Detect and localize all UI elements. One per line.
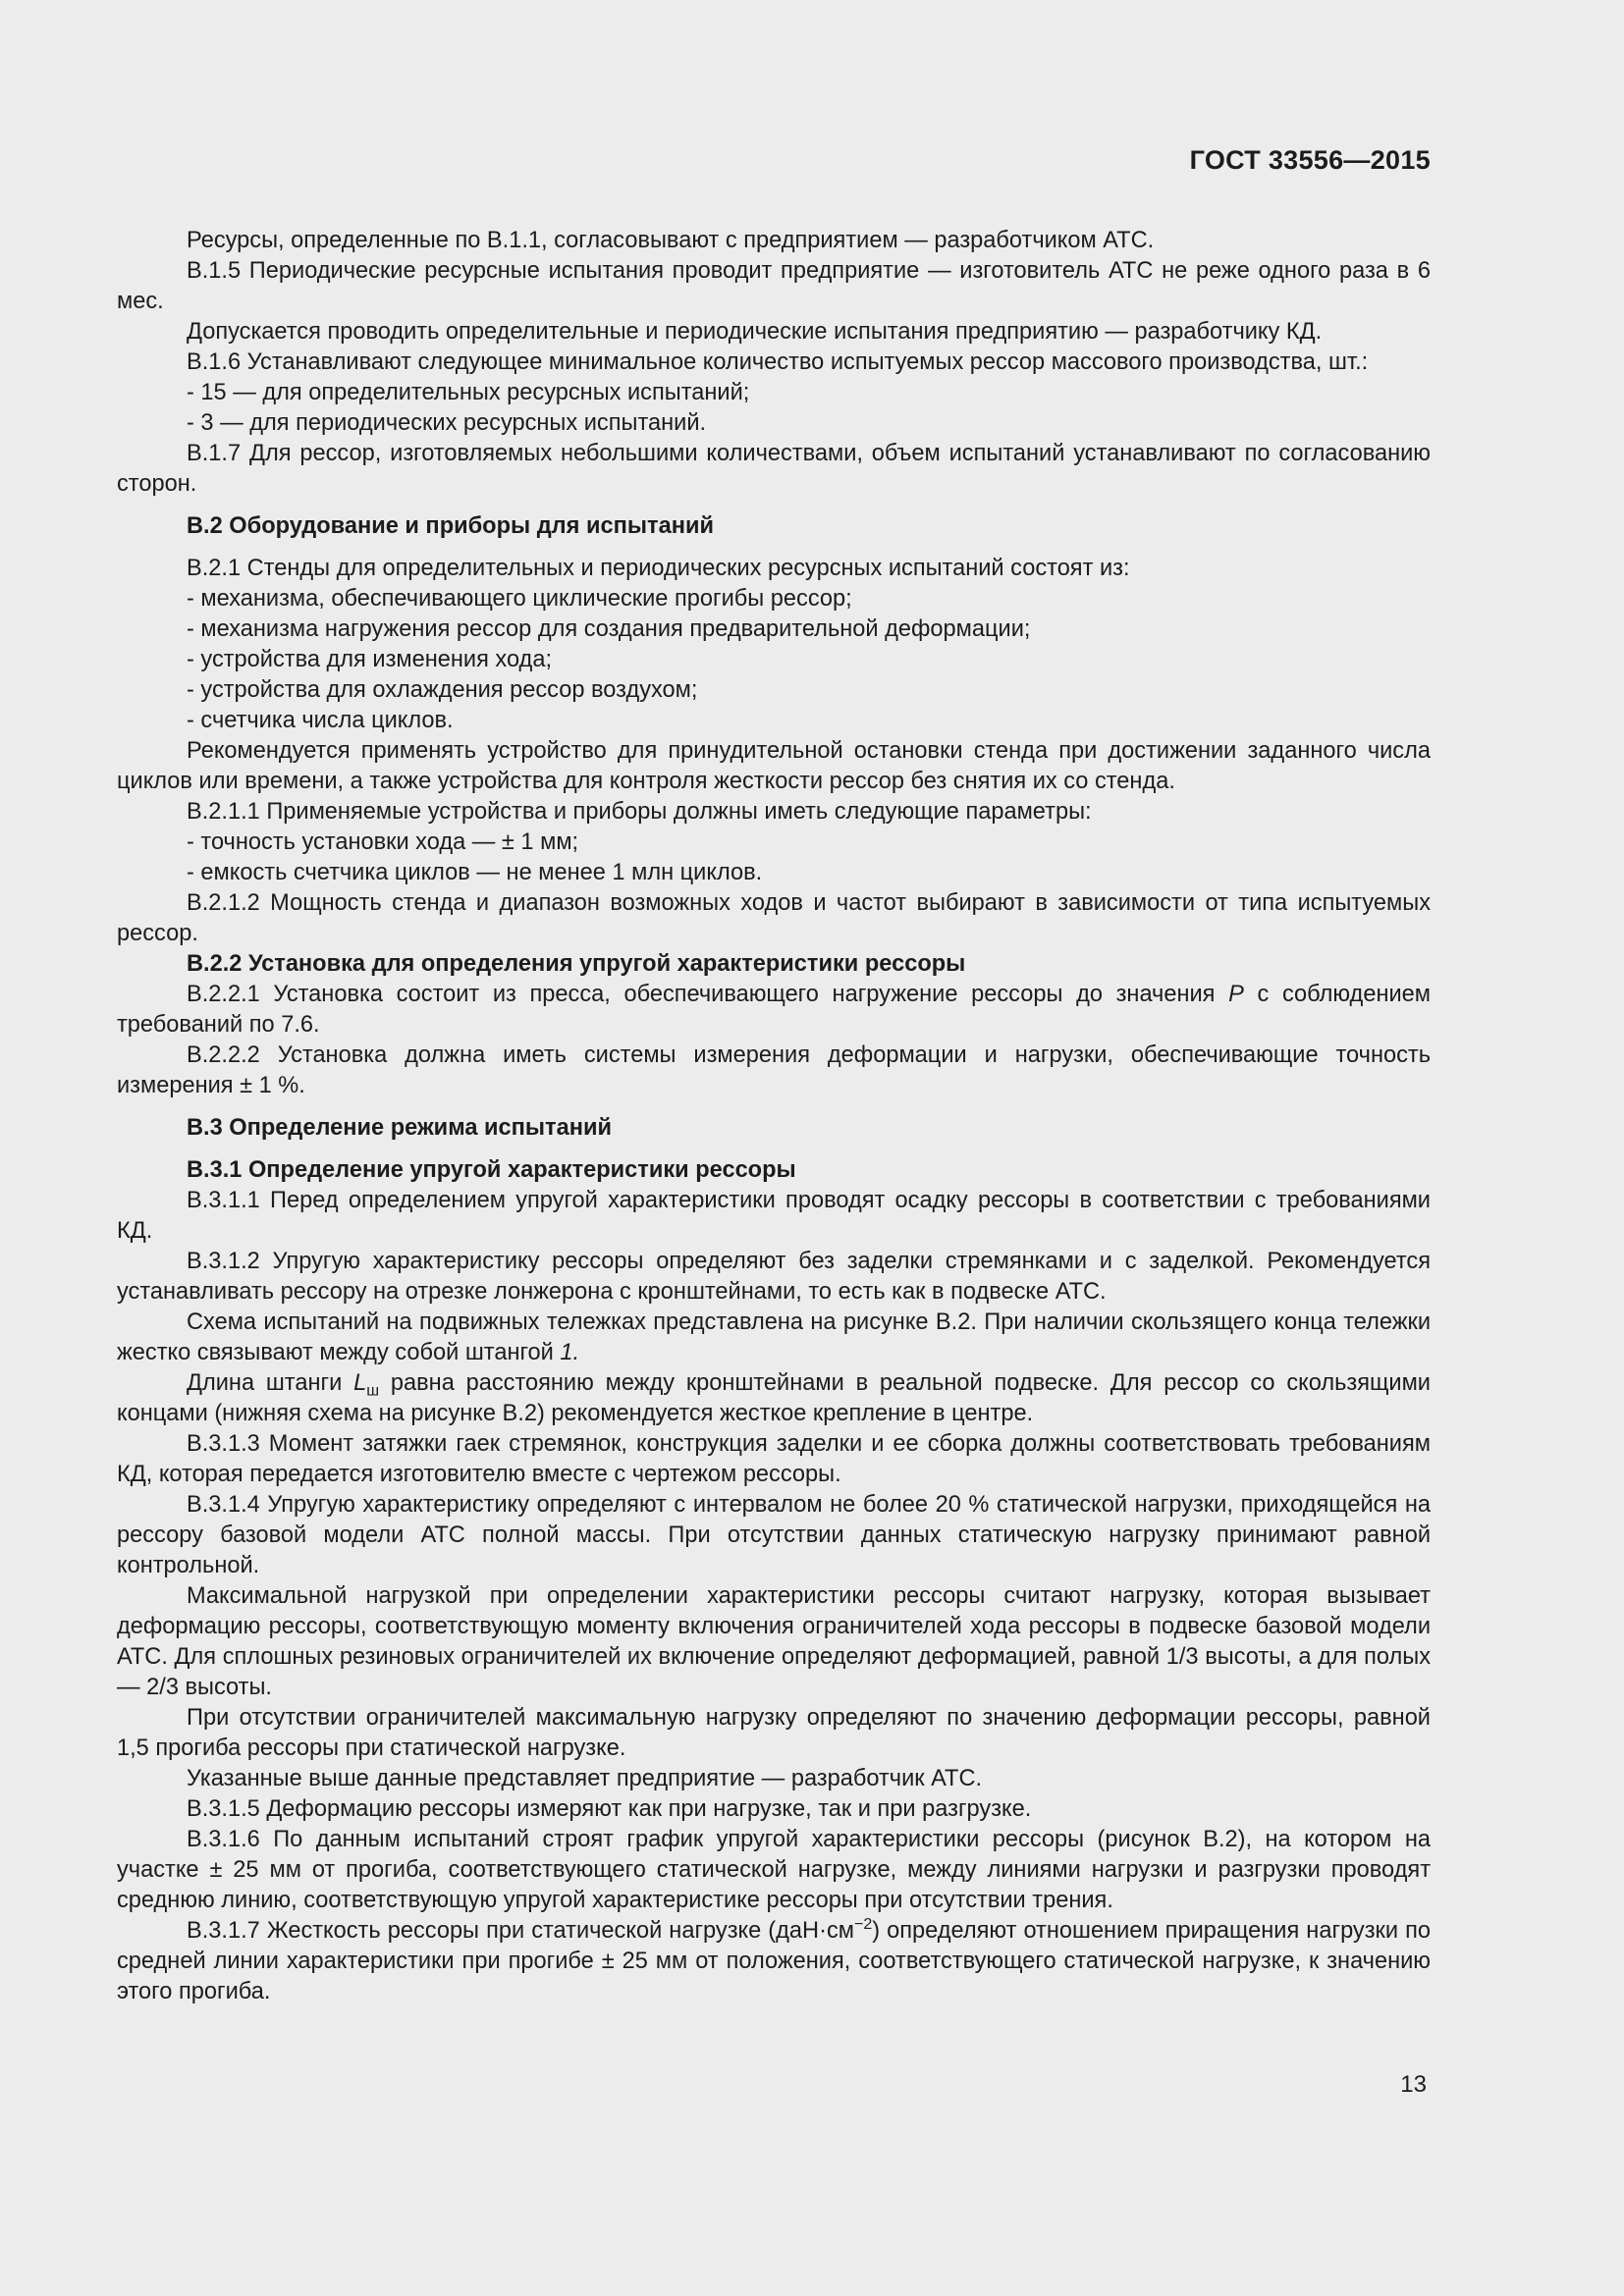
paragraph: В.2.1.1 Применяемые устройства и приборы должны иметь следующие параметры: (187, 799, 1092, 825)
superscript: −2 (853, 1916, 873, 1934)
text-run: В.2.2.1 Установка состоит из пресса, обеспечивающего нагружение рессоры до значения (187, 982, 1216, 1007)
paragraph: Рекомендуется применять устройство для принудительной остановки стенда при достижении заданного числа циклов или времени, а также устройства для контроля жесткости рессор без снятия их со стенда. (117, 738, 1431, 794)
list-item: - точность установки хода — ± 1 мм; (187, 829, 579, 855)
subsection-heading: В.3.1 Определение упругой характеристики рессоры (187, 1157, 796, 1183)
paragraph (117, 1368, 1431, 1429)
text-run: равна расстоянию между кронштейнами в реальной подвеске. Для рессор со скользящими концами (нижняя схема на рисунке В.2) рекомендуется жесткое крепление в центре. (117, 1370, 1431, 1426)
paragraph (117, 1308, 1431, 1368)
paragraph: В.3.1.4 Упругую характеристику определяют с интервалом не более 20 % статической нагрузки, приходящейся на рессору базовой модели АТС полной массы. При отсутствии данных статическую нагрузку принимают равной контрольной. (117, 1492, 1431, 1578)
list-item: - устройства для охлаждения рессор воздухом; (187, 677, 698, 703)
section-heading: В.3 Определение режима испытаний (187, 1115, 612, 1141)
paragraph: В.3.1.3 Момент затяжки гаек стремянок, конструкция заделки и ее сборка должны соответствовать требованиям КД, которая передается изготовителю вместе с чертежом рессоры. (117, 1431, 1431, 1487)
italic-symbol: P (1228, 982, 1244, 1007)
paragraph: В.1.6 Устанавливают следующее минимальное количество испытуемых рессор массового производства, шт.: (187, 349, 1369, 375)
subsection-heading: В.2.2 Установка для определения упругой характеристики рессоры (187, 951, 966, 977)
paragraph: Ресурсы, определенные по В.1.1, согласовывают с предприятием — разработчиком АТС. (187, 228, 1155, 253)
list-item: - 3 — для периодических ресурсных испытаний. (187, 410, 707, 436)
paragraph: В.2.1.2 Мощность стенда и диапазон возможных ходов и частот выбирают в зависимости от типа испытуемых рессор. (117, 890, 1431, 946)
text-run: В.3.1.7 Жесткость рессоры при статической нагрузке (даН·см (187, 1918, 854, 1944)
paragraph: В.3.1.1 Перед определением упругой характеристики проводят осадку рессоры в соответствии с требованиями КД. (117, 1188, 1431, 1244)
paragraph: В.1.5 Периодические ресурсные испытания проводит предприятие — изготовитель АТС не реже одного раза в 6 мес. (117, 258, 1431, 314)
list-item: - механизма, обеспечивающего циклические прогибы рессор; (187, 586, 852, 612)
text-run: с соблюдением требований по 7.6. (117, 982, 1432, 1038)
page-number: 13 (1400, 2071, 1427, 2098)
paragraph (117, 980, 1431, 1041)
paragraph: В.2.1 Стенды для определительных и периодических ресурсных испытаний состоят из: (187, 556, 1130, 581)
text-run: Схема испытаний на подвижных тележках представлена на рисунке В.2. При наличии скользящего конца тележки жестко связывают между собой штангой (117, 1309, 1431, 1365)
paragraph: Максимальной нагрузкой при определении характеристики рессоры считают нагрузку, которая вызывает деформацию рессоры, соответствующую моменту включения ограничителей хода рессоры в подвеске базовой модели АТС. Для сплошных резиновых ограничителей их включение определяют деформацией, равной 1/3 высоты, а для полых — 2/3 высоты. (117, 1583, 1431, 1700)
text-run: ) определяют отношением приращения нагрузки по средней линии характеристики при прогибе ± 25 мм от положения, соответствующего статической нагрузке, к значению этого прогиба. (117, 1918, 1431, 2004)
paragraph: В.1.7 Для рессор, изготовляемых небольшими количествами, объем испытаний устанавливают по согласованию сторон. (117, 441, 1431, 497)
paragraph: В.3.1.6 По данным испытаний строят график упругой характеристики рессоры (рисунок В.2), на котором на участке ± 25 мм от прогиба, соответствующего статической нагрузке, между линиями нагрузки и разгрузки проводят среднюю линию, соответствующую упругой характеристике рессоры при отсутствии трения. (117, 1827, 1431, 1913)
italic-symbol: 1. (560, 1340, 580, 1365)
list-item: - устройства для изменения хода; (187, 647, 552, 672)
page-body (117, 226, 1431, 2007)
section-heading: В.2 Оборудование и приборы для испытаний (187, 513, 714, 539)
paragraph: В.3.1.2 Упругую характеристику рессоры определяют без заделки стремянками и с заделкой. Рекомендуется устанавливать рессору на отрезке лонжерона с кронштейнами, то есть как в подвеске АТС. (117, 1249, 1431, 1305)
document-code-header: ГОСТ 33556—2015 (1189, 145, 1431, 175)
list-item: - механизма нагружения рессор для создания предварительной деформации; (187, 616, 1031, 642)
text-run: Длина штанги (187, 1370, 343, 1396)
paragraph: Допускается проводить определительные и периодические испытания предприятию — разработчику КД. (187, 319, 1323, 345)
paragraph: В.2.2.2 Установка должна иметь системы измерения деформации и нагрузки, обеспечивающие точность измерения ± 1 %. (117, 1042, 1431, 1098)
list-item: - 15 — для определительных ресурсных испытаний; (187, 380, 750, 405)
paragraph: При отсутствии ограничителей максимальную нагрузку определяют по значению деформации рессоры, равной 1,5 прогиба рессоры при статической нагрузке. (117, 1705, 1431, 1761)
subscript: ш (366, 1382, 380, 1400)
list-item: - емкость счетчика циклов — не менее 1 млн циклов. (187, 860, 763, 885)
paragraph: В.3.1.5 Деформацию рессоры измеряют как при нагрузке, так и при разгрузке. (187, 1796, 1032, 1822)
paragraph: Указанные выше данные представляет предприятие — разработчик АТС. (187, 1766, 983, 1791)
paragraph (117, 1916, 1431, 2007)
italic-symbol: L (353, 1370, 367, 1396)
list-item: - счетчика числа циклов. (187, 708, 454, 733)
